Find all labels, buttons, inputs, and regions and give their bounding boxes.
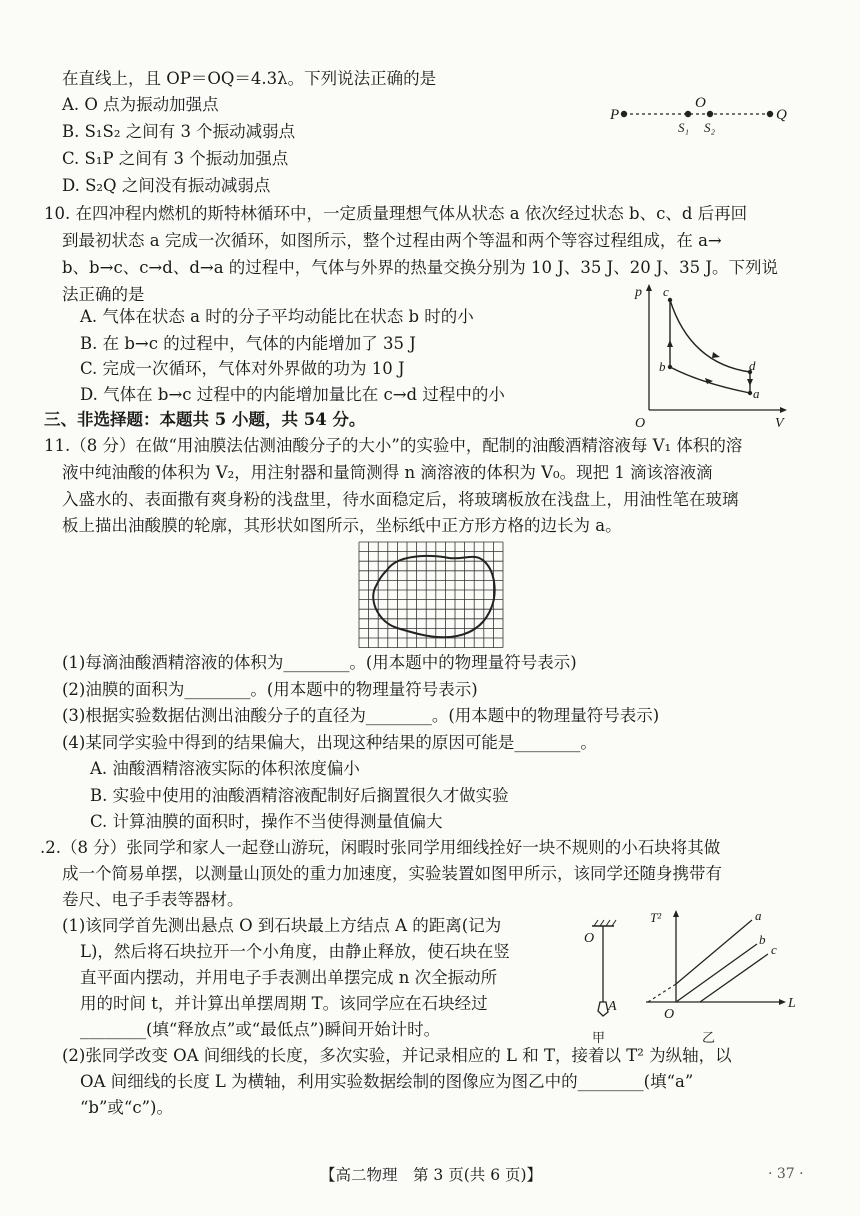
q12-subq-1-d: 用的时间 t，并计算出单摆周期 T。该同学应在石块经过 [80, 994, 488, 1013]
origin-label: O [635, 416, 646, 431]
q9-option-d: D. S₂Q 之间没有振动减弱点 [62, 176, 271, 195]
q10-option-b: B. 在 b→c 的过程中，气体的内能增加了 35 J [80, 334, 416, 353]
state-a-label: a [753, 386, 760, 401]
label-q: Q [776, 107, 787, 123]
q12-subq-2-a: (2)张同学改变 OA 间细线的长度，多次实验，并记录相应的 L 和 T，接着以 T² 为纵轴，以 [62, 1046, 732, 1065]
q11-line-3: 入盛水的、表面撒有爽身粉的浅盘里，待水面稳定后，将玻璃板放在浅盘上，用油性笔在玻璃 [62, 490, 739, 509]
pivot-o-label: O [584, 931, 595, 946]
axis-p-label: p [635, 285, 642, 300]
q11-oil-film-grid [357, 540, 507, 648]
q10-line-3: b、b→c、c→d、d→a 的过程中，气体与外界的热量交换分别为 10 J、35 J、20 J、35 J。下列说 [62, 258, 778, 277]
figure-yi-caption: 乙 [702, 1030, 716, 1045]
page-footer: 【高二物理 第 3 页(共 6 页)】 [320, 1166, 543, 1184]
q9-option-c: C. S₁P 之间有 3 个振动加强点 [62, 149, 289, 168]
q12-subq-1-a: (1)该同学首先测出悬点 O 到石块最上方结点 A 的距离(记为 [62, 916, 502, 935]
q10-option-c: C. 完成一次循环，气体对外界做的功为 10 J [80, 359, 405, 378]
label-s2: S₂ [704, 120, 716, 135]
q10-line-4: 法正确的是 [62, 285, 145, 304]
axis-t2-label: T² [650, 910, 662, 925]
axis-l-label: L [788, 996, 796, 1011]
q9-wave-line-figure [610, 94, 800, 139]
line-a-label: a [755, 908, 762, 923]
figure-jia-caption: 甲 [592, 1030, 606, 1045]
q11-option-b: B. 实验中使用的油酸酒精溶液配制好后搁置很久才做实验 [90, 786, 509, 805]
q11-line-2: 液中纯油酸的体积为 V₂，用注射器和量筒测得 n 滴溶液的体积为 V₀。现把 1 滴该溶液滴 [62, 463, 713, 482]
q9-option-a: A. O 点为振动加强点 [62, 95, 219, 114]
q12-subq-2-b: OA 间细线的长度 L 为横轴，利用实验数据绘制的图像应为图乙中的________(填“a” [80, 1072, 694, 1091]
q12-subq-1-c: 直平面内摆动，并用电子手表测出单摆完成 n 次全振动所 [80, 968, 498, 987]
knot-a-label: A [608, 999, 617, 1014]
origin-o-label: O [664, 1007, 675, 1022]
q11-option-c: C. 计算油膜的面积时，操作不当使得测量值偏大 [90, 812, 443, 831]
q10-line-1: 10. 在四冲程内燃机的斯特林循环中，一定质量理想气体从状态 a 依次经过状态 b、c、d 后再回 [44, 204, 748, 223]
q12-line-3: 卷尺、电子手表等器材。 [62, 890, 244, 909]
q12-line-2: 成一个简易单摆，以测量山顶处的重力加速度，实验装置如图甲所示，该同学还随身携带有 [62, 864, 722, 883]
q12-t2-l-graph-yi [640, 906, 805, 1046]
corner-stamp: · 37 · [768, 1166, 804, 1182]
q11-subq-3: (3)根据实验数据估测出油酸分子的直径为________。(用本题中的物理量符号表示) [62, 706, 660, 725]
state-c-label: c [663, 284, 669, 299]
q9-intro: 在直线上，且 OP＝OQ＝4.3λ。下列说法正确的是 [62, 69, 437, 88]
q11-line-1: 11.（8 分）在做“用油膜法估测油酸分子的大小”的实验中，配制的油酸酒精溶液每 V₁ 体积的溶 [44, 436, 743, 455]
q12-line-1: .2.（8 分）张同学和家人一起登山游玩，闲暇时张同学用细线拴好一块不规则的小石块将其做 [40, 838, 721, 857]
q10-option-a: A. 气体在状态 a 时的分子平均动能比在状态 b 时的小 [80, 307, 474, 326]
q11-option-a: A. 油酸酒精溶液实际的体积浓度偏小 [90, 759, 360, 778]
label-s1: S₁ [678, 120, 690, 135]
q10-line-2: 到最初状态 a 完成一次循环，如图所示，整个过程由两个等温和两个等容过程组成，在 a→ [62, 231, 722, 250]
line-c-label: c [771, 942, 777, 957]
q12-subq-1-b: L)，然后将石块拉开一个小角度，由静止释放，使石块在竖 [80, 942, 510, 961]
q11-line-4: 板上描出油酸膜的轮廓，其形状如图所示，坐标纸中正方形方格的边长为 a。 [62, 516, 622, 535]
state-b-label: b [659, 359, 666, 374]
q12-subq-1-e: ________(填“释放点”或“最低点”)瞬间开始计时。 [80, 1020, 441, 1039]
q11-subq-1: (1)每滴油酸酒精溶液的体积为________。(用本题中的物理量符号表示) [62, 653, 577, 672]
label-o: O [695, 95, 706, 111]
label-p: P [610, 107, 620, 123]
q11-subq-4: (4)某同学实验中得到的结果偏大，出现这种结果的原因可能是________。 [62, 733, 597, 752]
q11-subq-2: (2)油膜的面积为________。(用本题中的物理量符号表示) [62, 680, 478, 699]
axis-v-label: V [775, 416, 784, 431]
q10-option-d: D. 气体在 b→c 过程中的内能增加量比在 c→d 过程中的小 [80, 385, 505, 404]
line-b-label: b [759, 932, 766, 947]
q12-subq-2-c: “b”或“c”)。 [80, 1098, 173, 1117]
section-3-heading: 三、非选择题：本题共 5 小题，共 54 分。 [44, 410, 366, 429]
q12-pendulum-figure-jia [578, 918, 628, 1048]
q10-pv-diagram [625, 282, 795, 431]
q9-option-b: B. S₁S₂ 之间有 3 个振动减弱点 [62, 122, 296, 141]
state-d-label: d [749, 358, 756, 373]
